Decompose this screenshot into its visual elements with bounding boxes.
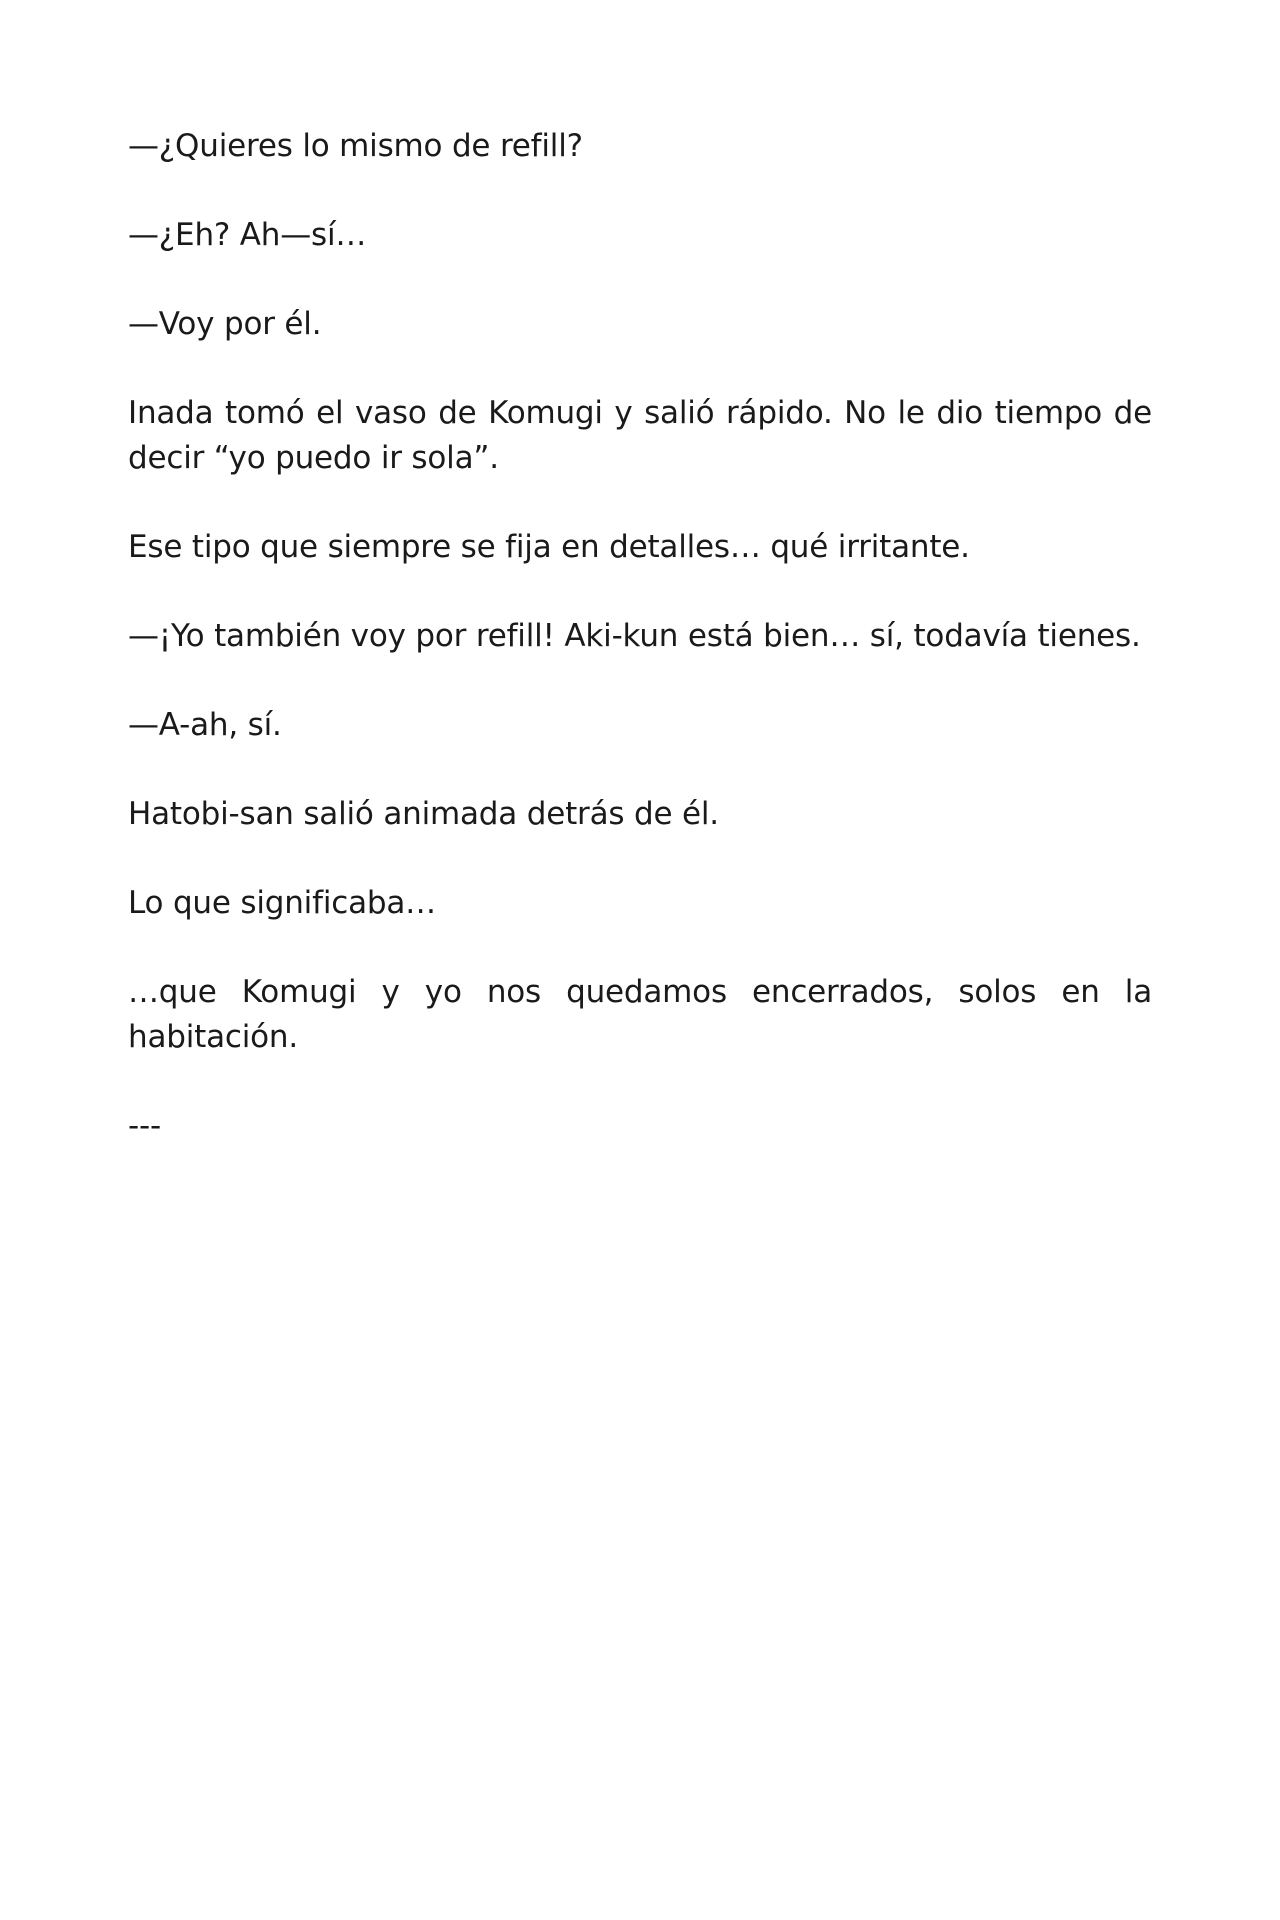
paragraph-2: —¿Eh? Ah—sí… (128, 217, 367, 253)
paragraph-5: Ese tipo que siempre se fija en detalles… qué irritante. (128, 529, 970, 565)
section-separator: --- (128, 1108, 161, 1144)
paragraph-6: —¡Yo también voy por refill! Aki-kun está bien… sí, todavía tienes. (128, 618, 1141, 654)
document-body (128, 124, 1152, 1149)
paragraph-9: Lo que significaba… (128, 885, 436, 921)
paragraph-3: —Voy por él. (128, 306, 322, 342)
paragraph-1: —¿Quieres lo mismo de refill? (128, 128, 583, 164)
paragraph-7: —A-ah, sí. (128, 707, 282, 743)
paragraph-8: Hatobi-san salió animada detrás de él. (128, 796, 719, 832)
paragraph-4: Inada tomó el vaso de Komugi y salió rápido. No le dio tiempo de decir “yo puedo ir sola”. (128, 395, 1152, 476)
paragraph-10: …que Komugi y yo nos quedamos encerrados, solos en la habitación. (128, 974, 1152, 1055)
